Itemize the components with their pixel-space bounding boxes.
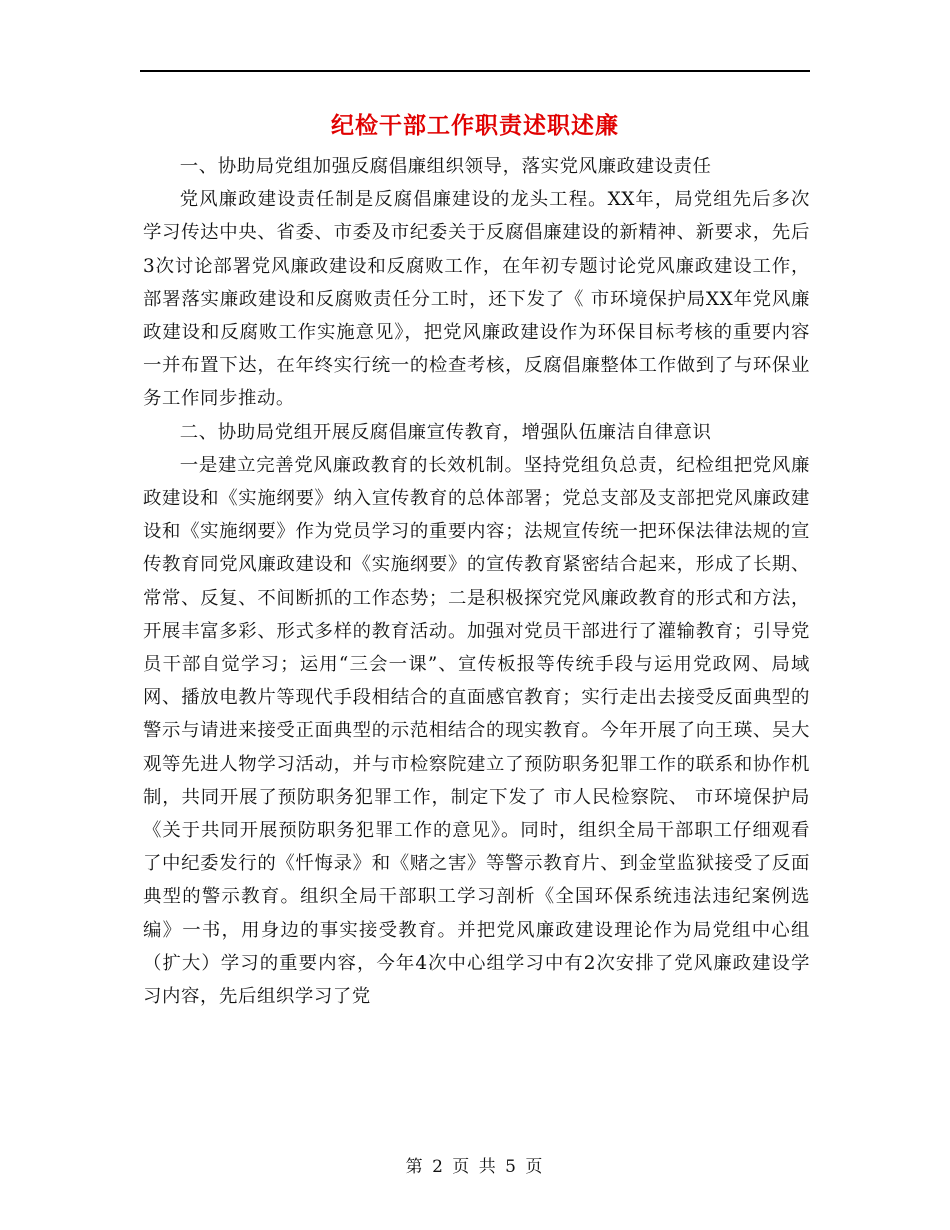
document-body (143, 150, 810, 1013)
page-number: 第 2 页 共 5 页 (405, 1157, 545, 1177)
section-1-heading: 一、协助局党组加强反腐倡廉组织领导，落实党风廉政建设责任 (179, 156, 712, 177)
header-rule (140, 70, 810, 72)
section-1-body: 党风廉政建设责任制是反腐倡廉建设的龙头工程。XX年，局党组先后多次学习传达中央、省委、市委及市纪委关于反腐倡廉建设的新精神、新要求，先后3次讨论部署党风廉政建设和反腐败工作，在年初专题讨论党风廉政建设工作，部署落实廉政建设和反腐败责任分工时，还下发了《 市环境保护局XX年党风廉政建设和反腐败工作实施意见》，把党风廉政建设作为环保目标考核的重要内容一并布置下达，在年终实行统一的检查考核，反腐倡廉整体工作做到了与环保业务工作同步推动。 (143, 189, 810, 410)
section-2-body: 一是建立完善党风廉政教育的长效机制。坚持党组负总责，纪检组把党风廉政建设和《实施纲要》纳入宣传教育的总体部署；党总支部及支部把党风廉政建设和《实施纲要》作为党员学习的重要内容；法规宣传统一把环保法律法规的宣传教育同党风廉政建设和《实施纲要》的宣传教育紧密结合起来，形成了长期、常常、反复、不间断抓的工作态势；二是积极探究党风廉政教育的形式和方法，开展丰富多彩、形式多样的教育活动。加强对党员干部进行了灌输教育；引导党员干部自觉学习；运用“三会一课”、宣传板报等传统手段与运用党政网、局域网、播放电教片等现代手段相结合的直面感官教育；实行走出去接受反面典型的警示与请进来接受正面典型的示范相结合的现实教育。今年开展了向王瑛、吴大观等先进人物学习活动，并与市检察院建立了预防职务犯罪工作的联系和协作机制，共同开展了预防职务犯罪工作，制定下发了 市人民检察院、 市环境保护局《关于共同开展预防职务犯罪工作的意见》。同时，组织全局干部职工仔细观看了中纪委发行的《忏悔录》和《赌之害》等警示教育片、到金堂监狱接受了反面典型的警示教育。组织全局干部职工学习剖析《全国环保系统违法违纪案例选编》一书，用身边的事实接受教育。并把党风廉政建设理论作为局党组中心组（扩大）学习的重要内容，今年4次中心组学习中有2次安排了党风廉政建设学习内容，先后组织学习了党 (143, 454, 810, 1008)
section-2-heading: 二、协助局党组开展反腐倡廉宣传教育，增强队伍廉洁自律意识 (179, 421, 712, 443)
document-title: 纪检干部工作职责述职述廉 (331, 112, 619, 139)
